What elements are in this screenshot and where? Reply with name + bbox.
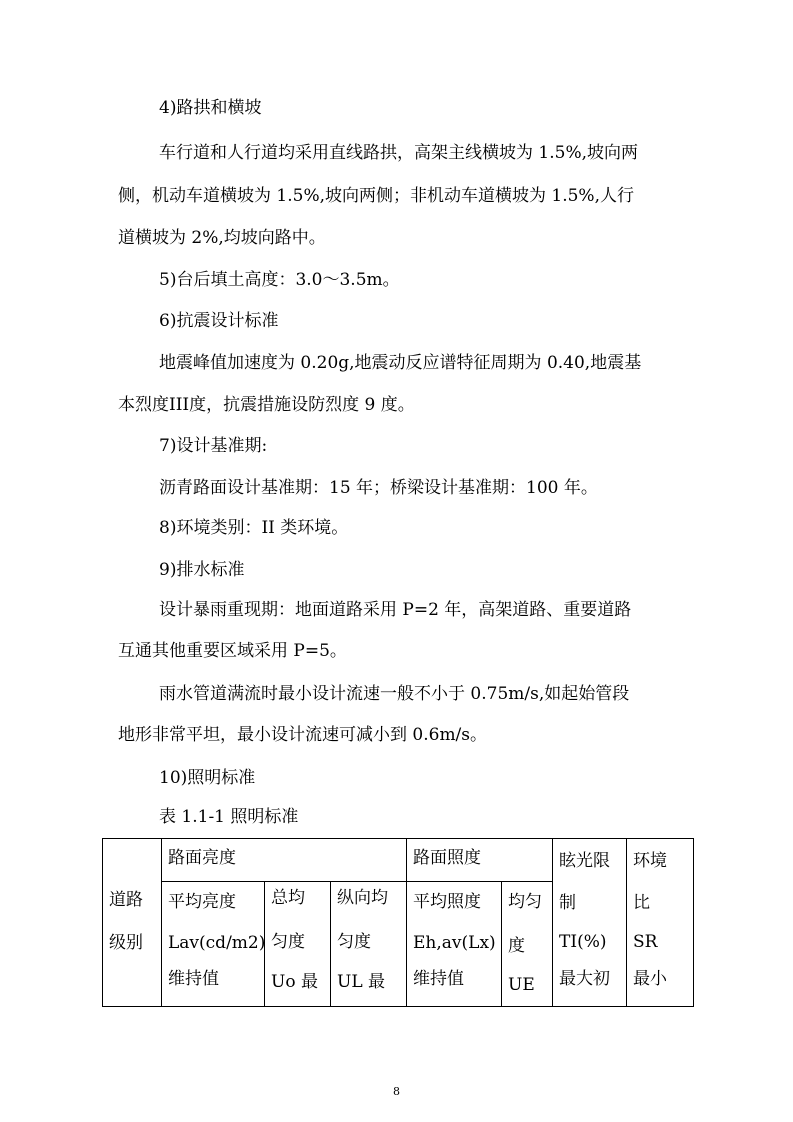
avg-illuminance-header: 平均照度 Eh,av(Lx) 维持值	[407, 882, 502, 1007]
paragraph-line: 互通其他重要区域采用 P=5。	[118, 641, 347, 661]
heading-environment: 8)环境类别：II 类环境。	[159, 518, 349, 538]
lighting-standard-table	[102, 838, 694, 1007]
surround-ratio-header: 环境 比 SR 最小	[627, 839, 694, 1007]
longitudinal-uniformity-header: 纵向均 匀度 UL 最	[331, 882, 407, 1007]
paragraph-line: 地形非常平坦，最小设计流速可减小到 0.6m/s。	[118, 725, 488, 745]
paragraph-line: 本烈度III度，抗震措施设防烈度 9 度。	[118, 395, 415, 415]
paragraph-line: 设计暴雨重现期：地面道路采用 P=2 年，高架道路、重要道路	[159, 600, 632, 620]
paragraph-line: 雨水管道满流时最小设计流速一般不小于 0.75m/s,如起始管段	[159, 684, 630, 704]
luminance-group-header: 路面亮度	[162, 839, 407, 882]
heading-crown-slope: 4)路拱和横坡	[159, 98, 262, 118]
paragraph-line: 道横坡为 2%,均坡向路中。	[118, 228, 326, 248]
page-number: 8	[393, 1085, 400, 1098]
heading-seismic: 6)抗震设计标准	[159, 311, 279, 331]
glare-limit-header: 眩光限 制 TI(%) 最大初	[553, 839, 627, 1007]
illuminance-group-header: 路面照度	[407, 839, 553, 882]
paragraph-line: 地震峰值加速度为 0.20g,地震动反应谱特征周期为 0.40,地震基	[159, 353, 642, 373]
heading-design-period: 7)设计基准期:	[159, 436, 268, 456]
heading-lighting: 10)照明标准	[159, 768, 256, 788]
paragraph-line: 5)台后填土高度：3.0～3.5m。	[159, 270, 400, 290]
overall-uniformity-header: 总均 匀度 Uo 最	[265, 882, 331, 1007]
paragraph-line: 车行道和人行道均采用直线路拱，高架主线横坡为 1.5%,坡向两	[159, 143, 638, 163]
road-class-header: 道路 级别	[103, 839, 162, 1007]
table-caption: 表 1.1-1 照明标准	[159, 807, 299, 827]
illuminance-uniformity-header: 均匀 度 UE	[502, 882, 553, 1007]
paragraph-line: 侧，机动车道横坡为 1.5%,坡向两侧；非机动车道横坡为 1.5%,人行	[118, 186, 634, 206]
avg-luminance-header: 平均亮度 Lav(cd/m2) 维持值	[162, 882, 265, 1007]
paragraph-line: 沥青路面设计基准期：15 年；桥梁设计基准期：100 年。	[159, 478, 598, 498]
heading-drainage: 9)排水标准	[159, 560, 245, 580]
